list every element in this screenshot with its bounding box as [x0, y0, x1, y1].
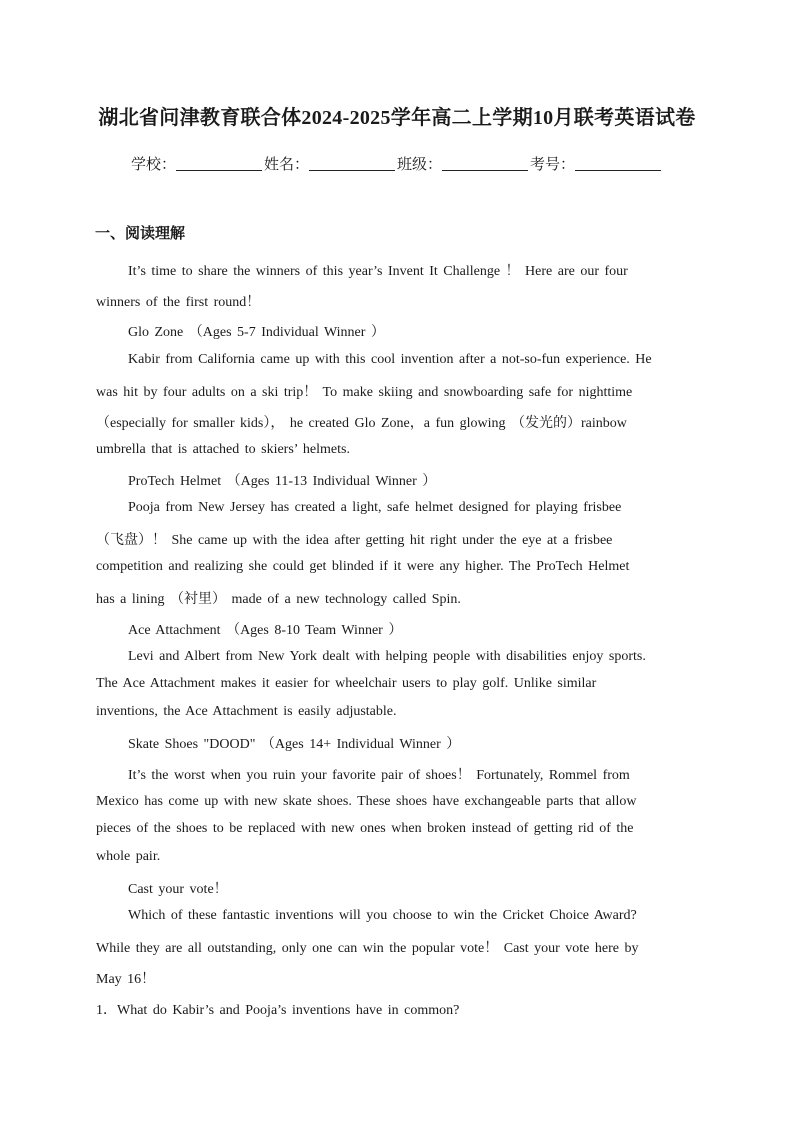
passage-line: Kabir from California came up with this cool invention after a not-so-fun experience. He: [128, 352, 652, 367]
passage-line: （飞盘）！ She came up with the idea after getting hit right under the eye at a frisbee: [96, 533, 613, 548]
name-field[interactable]: [264, 153, 397, 174]
school-blank[interactable]: [176, 156, 262, 171]
subheading-cast-vote: Cast your vote！: [128, 882, 228, 897]
subheading-ace-attachment: Ace Attachment （Ages 8-10 Team Winner ）: [128, 623, 403, 638]
class-field[interactable]: [397, 153, 530, 174]
page-title: 湖北省问津教育联合体2024-2025学年高二上学期10月联考英语试卷: [98, 107, 696, 129]
passage-line: It’s time to share the winners of this year’s Invent It Challenge ！ Here are our four: [128, 264, 628, 279]
passage-line: Mexico has come up with new skate shoes. These shoes have exchangeable parts that allow: [96, 794, 637, 809]
student-info-row: [0, 153, 794, 174]
passage-line: was hit by four adults on a ski trip！ To make skiing and snowboarding safe for nighttime: [96, 385, 633, 400]
passage-line: （especially for smaller kids）， he created Glo Zone，a fun glowing （发光的）rainbow: [96, 416, 627, 431]
exam-number-blank[interactable]: [575, 156, 661, 171]
exam-number-label: 考号：: [530, 157, 576, 173]
section-heading: 一、阅读理解: [95, 226, 186, 242]
school-label: 学校：: [130, 157, 176, 173]
passage-line: competition and realizing she could get blinded if it were any higher. The ProTech Helmet: [96, 559, 630, 574]
class-blank[interactable]: [442, 156, 528, 171]
question-1: 1．What do Kabir’s and Pooja’s inventions have in common?: [96, 1003, 460, 1018]
passage-line: umbrella that is attached to skiers’ helmets.: [96, 442, 350, 457]
passage-line: While they are all outstanding, only one can win the popular vote！ Cast your vote here by: [96, 941, 639, 956]
passage-line: winners of the first round！: [96, 295, 261, 310]
passage-line: May 16！: [96, 972, 156, 987]
passage-line: It’s the worst when you ruin your favorite pair of shoes！ Fortunately, Rommel from: [128, 768, 630, 783]
name-label: 姓名：: [263, 157, 309, 173]
passage-line: pieces of the shoes to be replaced with new ones when broken instead of getting rid of the: [96, 821, 634, 836]
passage-line: has a lining （衬里） made of a new technology called Spin.: [96, 592, 461, 607]
passage-line: whole pair.: [96, 849, 161, 864]
name-blank[interactable]: [309, 156, 395, 171]
passage-line: The Ace Attachment makes it easier for wheelchair users to play golf. Unlike similar: [96, 676, 597, 691]
passage-line: Pooja from New Jersey has created a light, safe helmet designed for playing frisbee: [128, 500, 622, 515]
subheading-glo-zone: Glo Zone （Ages 5-7 Individual Winner ）: [128, 325, 385, 340]
class-label: 班级：: [397, 157, 443, 173]
passage-line: Levi and Albert from New York dealt with helping people with disabilities enjoy sports.: [128, 649, 646, 664]
passage-line: inventions, the Ace Attachment is easily adjustable.: [96, 704, 397, 719]
school-field[interactable]: [131, 153, 264, 174]
passage-line: Which of these fantastic inventions will you choose to win the Cricket Choice Award?: [128, 908, 637, 923]
exam-number-field[interactable]: [530, 153, 663, 174]
subheading-skate-shoes: Skate Shoes "DOOD" （Ages 14+ Individual Winner ）: [128, 737, 461, 752]
subheading-protech-helmet: ProTech Helmet （Ages 11-13 Individual Winner ）: [128, 474, 437, 489]
